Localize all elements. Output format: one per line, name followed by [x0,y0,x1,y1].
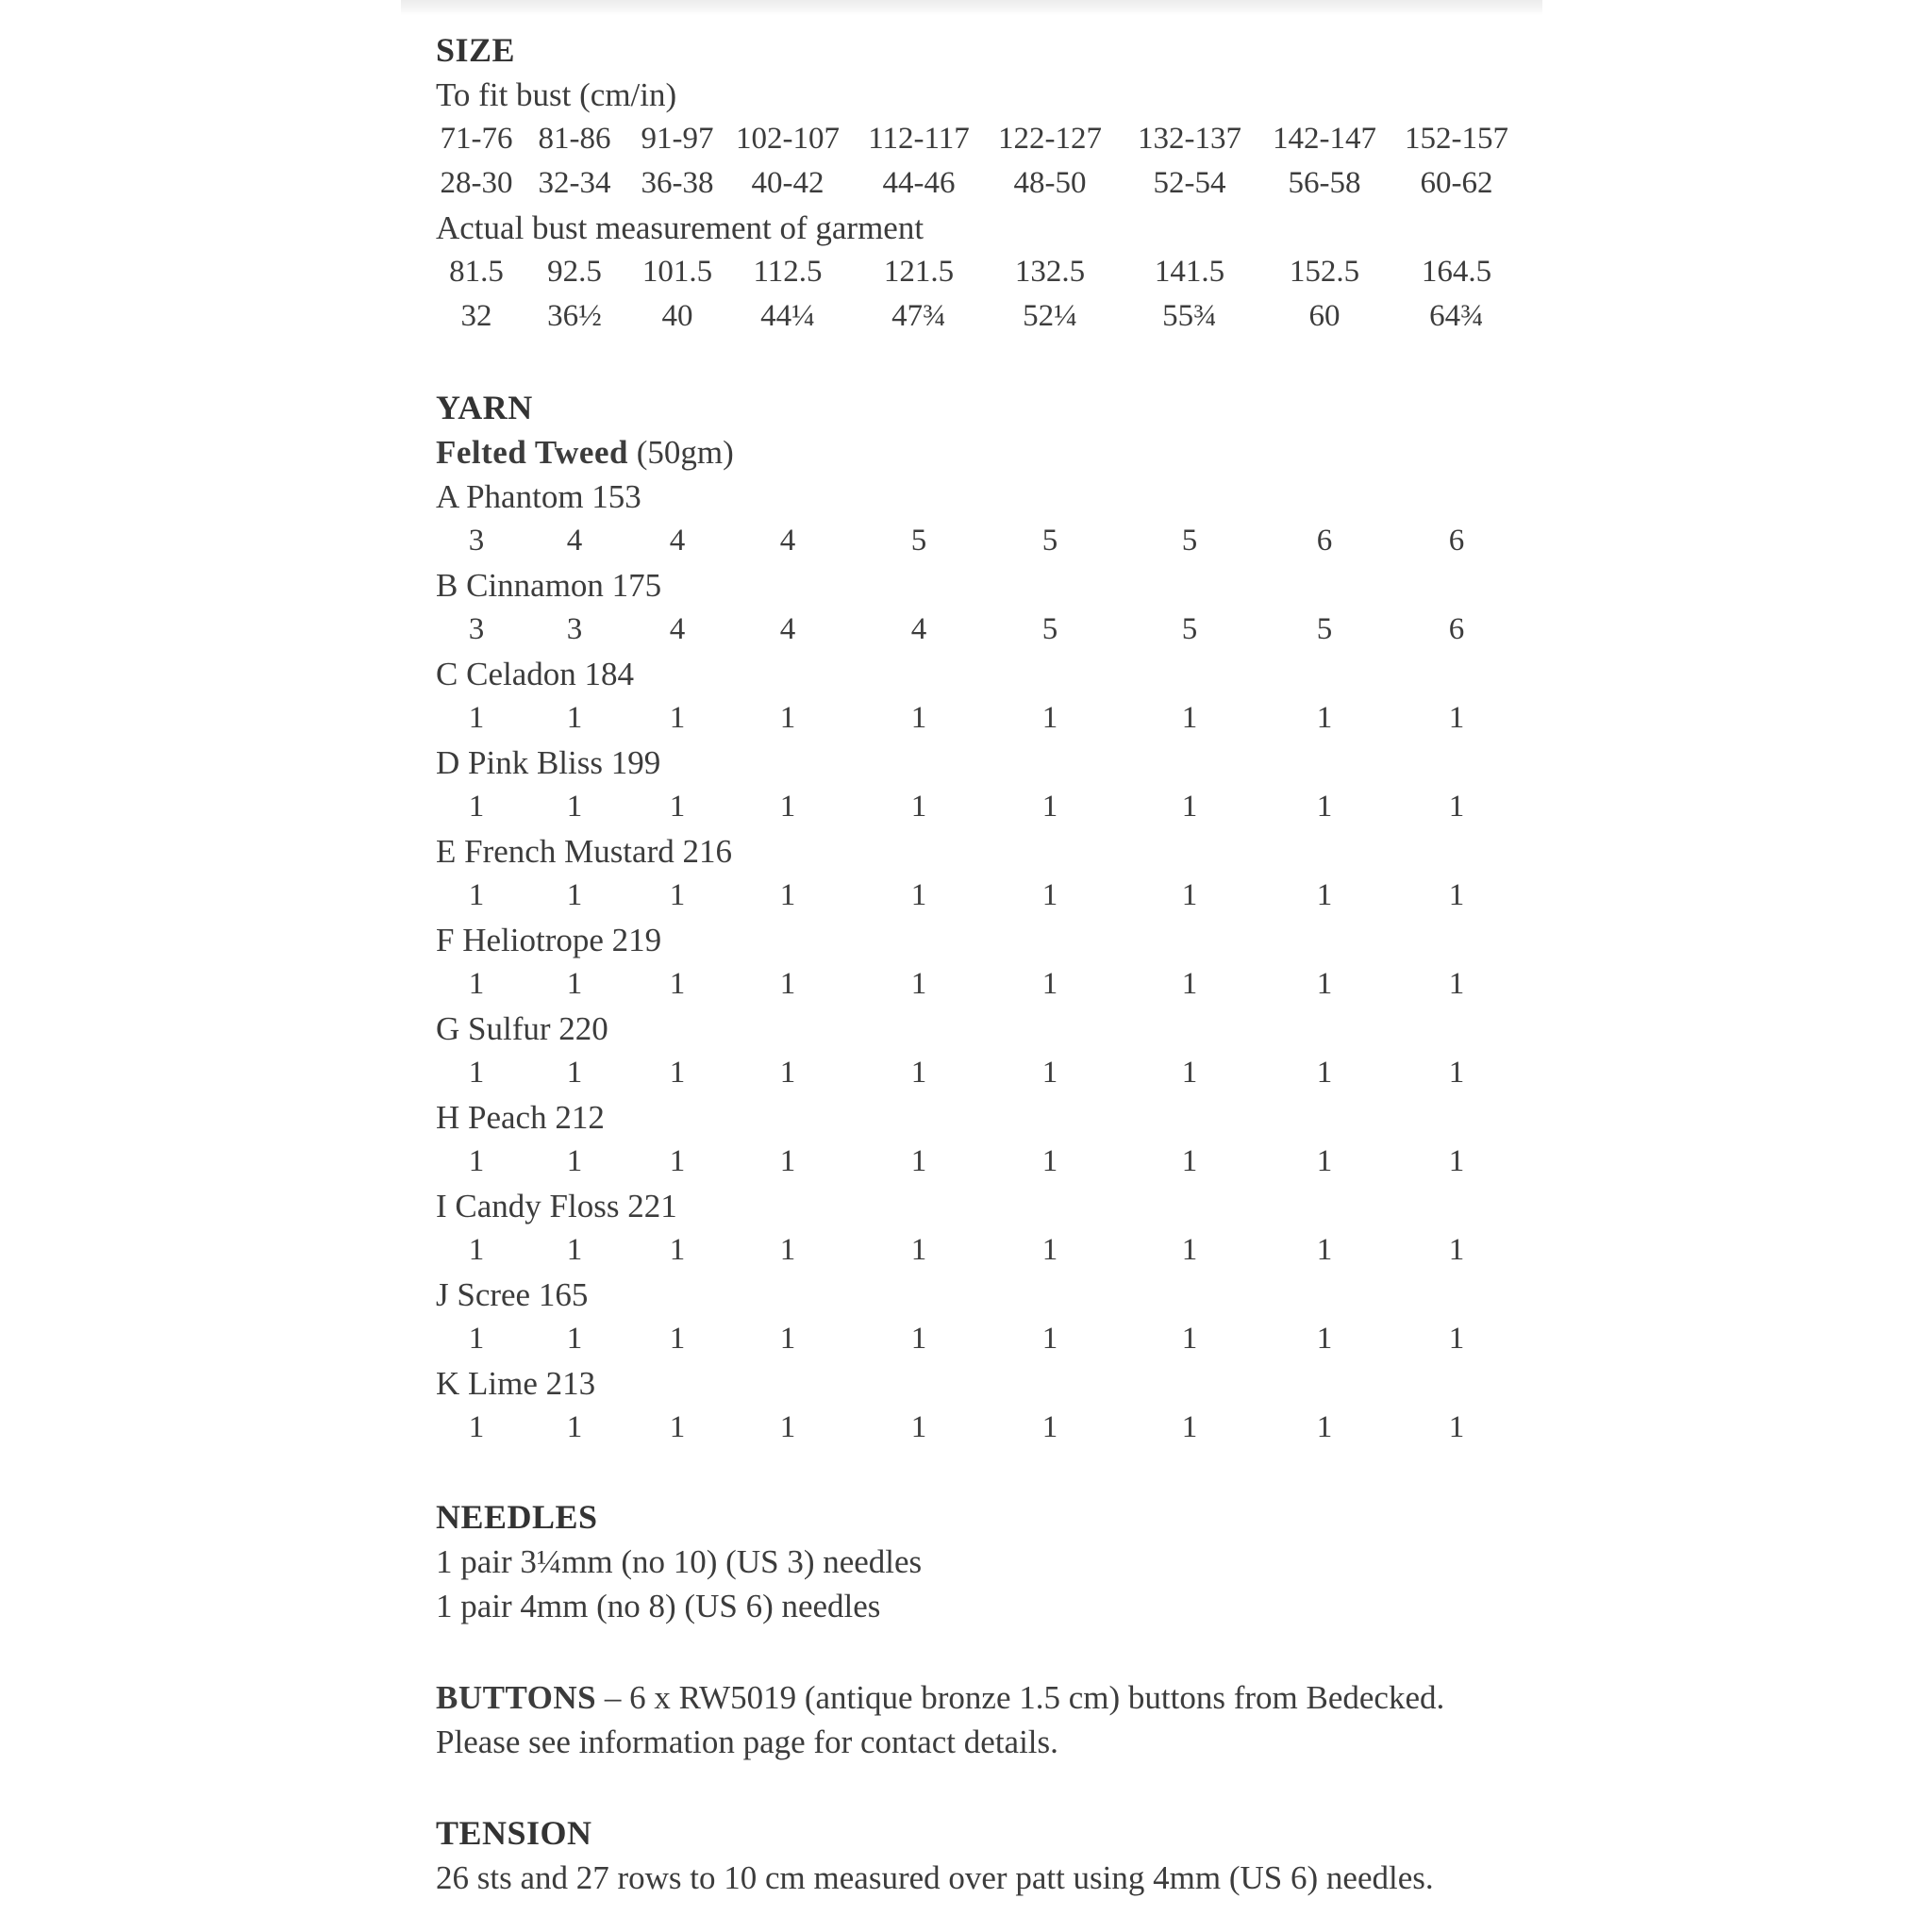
yarn-quantity-row [436,1228,1549,1273]
yarn-quantity-cell: 1 [669,1410,686,1444]
yarn-quantity-row [436,1140,1549,1184]
yarn-name: Felted Tweed [436,434,628,471]
yarn-quantity-cell: 1 [910,878,927,912]
buttons-text: – 6 x RW5019 (antique bronze 1.5 cm) buttons from Bedecked. [596,1679,1445,1716]
yarn-quantity-cell: 1 [1181,1144,1198,1178]
to-fit-cm-cell: 122-127 [998,122,1102,156]
actual-cm-cell: 141.5 [1154,255,1225,289]
yarn-quantity-cell: 5 [1181,612,1198,646]
yarn-quantity-row [436,608,1549,652]
yarn-quantity-cell: 1 [669,1322,686,1356]
actual-in-cell: 47¾ [891,299,946,333]
actual-bust-label: Actual bust measurement of garment [436,209,924,246]
yarn-quantity-row [436,962,1549,1007]
to-fit-cm-cell: 142-147 [1273,122,1376,156]
actual-in-row [436,294,1549,339]
yarn-quantity-cell: 1 [1316,701,1333,735]
yarn-quantity-cell: 1 [1316,1056,1333,1090]
yarn-quantity-cell: 1 [566,701,583,735]
yarn-quantity-cell: 1 [910,790,927,824]
actual-cm-cell: 132.5 [1014,255,1086,289]
yarn-quantity-cell: 1 [1448,1410,1465,1444]
yarn-quantity-cell: 1 [1448,701,1465,735]
yarn-quantity-row [436,1317,1549,1361]
yarn-quantity-cell: 1 [1316,790,1333,824]
yarn-colour-label: K Lime 213 [436,1365,596,1402]
tension-text: 26 sts and 27 rows to 10 cm measured over patt using 4mm (US 6) needles. [436,1859,1434,1896]
to-fit-in-cell: 28-30 [440,166,513,200]
yarn-quantity-cell: 1 [1041,967,1058,1001]
yarn-quantity-cell: 6 [1316,524,1333,558]
yarn-quantity-cell: 4 [779,524,796,558]
yarn-quantity-cell: 1 [468,1410,485,1444]
yarn-quantity-cell: 1 [910,1056,927,1090]
yarn-quantity-cell: 1 [1316,878,1333,912]
yarn-colour-list [436,475,1549,1450]
yarn-quantity-cell: 1 [566,1410,583,1444]
to-fit-in-cell: 52-54 [1153,166,1226,200]
yarn-quantity-cell: 1 [1181,701,1198,735]
actual-cm-cell: 112.5 [753,255,823,289]
yarn-colour-label: E French Mustard 216 [436,833,732,870]
pattern-info-page [436,28,1549,1900]
yarn-quantity-cell: 1 [1181,790,1198,824]
yarn-colour-label: H Peach 212 [436,1099,605,1136]
needles-line-2: 1 pair 4mm (no 8) (US 6) needles [436,1588,881,1624]
yarn-quantity-cell: 1 [669,701,686,735]
yarn-quantity-cell: 1 [910,1144,927,1178]
yarn-quantity-cell: 1 [1041,1144,1058,1178]
yarn-quantity-cell: 1 [669,1233,686,1267]
yarn-quantity-cell: 5 [1181,524,1198,558]
yarn-quantity-cell: 1 [669,967,686,1001]
yarn-quantity-row [436,519,1549,563]
yarn-colour-label: F Heliotrope 219 [436,922,662,958]
to-fit-in-cell: 44-46 [882,166,956,200]
yarn-quantity-cell: 1 [1316,967,1333,1001]
yarn-quantity-row [436,874,1549,918]
yarn-colour-label: D Pink Bliss 199 [436,744,661,781]
yarn-quantity-cell: 1 [1041,1322,1058,1356]
yarn-quantity-cell: 1 [910,1410,927,1444]
yarn-quantity-cell: 1 [779,701,796,735]
actual-in-cell: 36½ [547,299,602,333]
yarn-quantity-cell: 1 [910,1322,927,1356]
yarn-quantity-cell: 1 [669,1144,686,1178]
yarn-quantity-row [436,1051,1549,1095]
to-fit-cm-row [436,117,1549,161]
yarn-quantity-cell: 5 [910,524,927,558]
yarn-colour-label: J Scree 165 [436,1276,589,1313]
yarn-quantity-cell: 5 [1041,524,1058,558]
actual-cm-cell: 152.5 [1289,255,1360,289]
yarn-quantity-cell: 1 [1181,967,1198,1001]
yarn-weight: (50gm) [636,434,734,471]
yarn-colour-label: I Candy Floss 221 [436,1188,677,1224]
yarn-quantity-row [436,785,1549,829]
needles-heading: NEEDLES [436,1498,598,1536]
tension-heading: TENSION [436,1814,592,1852]
actual-in-cell: 60 [1308,299,1341,333]
actual-cm-cell: 101.5 [641,255,713,289]
yarn-quantity-cell: 4 [669,524,686,558]
yarn-quantity-cell: 1 [1181,1056,1198,1090]
yarn-quantity-cell: 1 [1448,1144,1465,1178]
yarn-quantity-cell: 1 [1316,1322,1333,1356]
yarn-quantity-cell: 1 [566,967,583,1001]
yarn-quantity-cell: 3 [468,524,485,558]
actual-cm-cell: 164.5 [1421,255,1492,289]
yarn-quantity-cell: 4 [910,612,927,646]
yarn-quantity-cell: 1 [1181,1233,1198,1267]
buttons-line-2: Please see information page for contact details. [436,1724,1058,1760]
to-fit-in-cell: 36-38 [641,166,714,200]
yarn-quantity-cell: 1 [1448,878,1465,912]
actual-in-cell: 44¼ [760,299,815,333]
yarn-quantity-cell: 1 [1041,701,1058,735]
yarn-quantity-cell: 1 [1041,1233,1058,1267]
actual-in-cell: 32 [460,299,492,333]
yarn-quantity-cell: 1 [779,1233,796,1267]
actual-in-cell: 64¾ [1429,299,1484,333]
to-fit-cm-cell: 132-137 [1138,122,1241,156]
yarn-quantity-cell: 1 [566,1056,583,1090]
yarn-quantity-cell: 1 [910,1233,927,1267]
yarn-quantity-cell: 1 [779,1410,796,1444]
yarn-colour-label: A Phantom 153 [436,478,641,515]
yarn-quantity-cell: 1 [1448,1056,1465,1090]
actual-in-cell: 40 [661,299,693,333]
yarn-quantity-cell: 1 [779,1144,796,1178]
yarn-quantity-cell: 1 [1316,1233,1333,1267]
actual-in-cell: 55¾ [1162,299,1217,333]
to-fit-cm-cell: 81-86 [538,122,611,156]
to-fit-in-row [436,161,1549,206]
actual-in-cell: 52¼ [1023,299,1077,333]
yarn-quantity-cell: 5 [1041,612,1058,646]
actual-cm-row [436,250,1549,294]
yarn-quantity-cell: 6 [1448,612,1465,646]
to-fit-in-cell: 48-50 [1013,166,1087,200]
to-fit-bust-label: To fit bust (cm/in) [436,76,677,113]
yarn-quantity-cell: 1 [669,790,686,824]
actual-cm-cell: 121.5 [883,255,955,289]
to-fit-cm-cell: 102-107 [736,122,840,156]
top-divider-band [401,0,1542,15]
yarn-quantity-cell: 1 [468,878,485,912]
to-fit-cm-cell: 152-157 [1405,122,1508,156]
yarn-quantity-cell: 1 [910,967,927,1001]
yarn-quantity-cell: 1 [468,701,485,735]
yarn-quantity-cell: 1 [669,878,686,912]
yarn-quantity-cell: 1 [566,790,583,824]
yarn-quantity-cell: 1 [1041,1410,1058,1444]
yarn-quantity-cell: 1 [1316,1144,1333,1178]
yarn-quantity-cell: 1 [1041,1056,1058,1090]
yarn-quantity-cell: 1 [779,1322,796,1356]
yarn-quantity-cell: 1 [566,878,583,912]
to-fit-in-cell: 60-62 [1420,166,1493,200]
yarn-quantity-cell: 1 [1181,1322,1198,1356]
yarn-quantity-cell: 1 [468,1144,485,1178]
yarn-quantity-cell: 1 [1448,1322,1465,1356]
yarn-quantity-cell: 1 [1448,790,1465,824]
actual-cm-cell: 92.5 [547,255,602,289]
yarn-heading: YARN [436,389,533,426]
yarn-quantity-cell: 1 [566,1322,583,1356]
yarn-quantity-cell: 4 [566,524,583,558]
yarn-quantity-cell: 1 [468,967,485,1001]
yarn-quantity-cell: 1 [910,701,927,735]
buttons-line-1 [436,1675,1549,1720]
yarn-quantity-cell: 1 [779,878,796,912]
to-fit-cm-cell: 112-117 [868,122,970,156]
yarn-colour-label: B Cinnamon 175 [436,567,662,604]
yarn-quantity-cell: 1 [468,1056,485,1090]
yarn-quantity-cell: 5 [1316,612,1333,646]
size-heading: SIZE [436,31,516,69]
yarn-quantity-cell: 3 [566,612,583,646]
yarn-quantity-row [436,1406,1549,1450]
yarn-quantity-cell: 1 [779,1056,796,1090]
yarn-quantity-cell: 1 [1448,967,1465,1001]
yarn-quantity-row [436,696,1549,741]
yarn-colour-label: C Celadon 184 [436,656,634,692]
yarn-colour-label: G Sulfur 220 [436,1010,608,1047]
needles-line-1: 1 pair 3¼mm (no 10) (US 3) needles [436,1543,923,1580]
to-fit-cm-cell: 91-97 [641,122,714,156]
to-fit-in-cell: 40-42 [751,166,824,200]
yarn-quantity-cell: 1 [1181,878,1198,912]
yarn-quantity-cell: 1 [468,1233,485,1267]
to-fit-cm-cell: 71-76 [440,122,513,156]
to-fit-in-cell: 32-34 [538,166,611,200]
buttons-heading: BUTTONS [436,1679,597,1716]
yarn-quantity-cell: 1 [669,1056,686,1090]
yarn-quantity-cell: 1 [1316,1410,1333,1444]
yarn-quantity-cell: 3 [468,612,485,646]
yarn-quantity-cell: 1 [468,1322,485,1356]
yarn-quantity-cell: 1 [468,790,485,824]
yarn-quantity-cell: 1 [1448,1233,1465,1267]
yarn-quantity-cell: 1 [1041,878,1058,912]
yarn-quantity-cell: 1 [779,967,796,1001]
yarn-quantity-cell: 4 [669,612,686,646]
yarn-quantity-cell: 1 [779,790,796,824]
yarn-quantity-cell: 4 [779,612,796,646]
actual-cm-cell: 81.5 [449,255,504,289]
yarn-quantity-cell: 6 [1448,524,1465,558]
yarn-quantity-cell: 1 [1181,1410,1198,1444]
to-fit-in-cell: 56-58 [1288,166,1361,200]
yarn-quantity-cell: 1 [1041,790,1058,824]
yarn-quantity-cell: 1 [566,1144,583,1178]
yarn-name-line [436,430,1549,475]
yarn-quantity-cell: 1 [566,1233,583,1267]
